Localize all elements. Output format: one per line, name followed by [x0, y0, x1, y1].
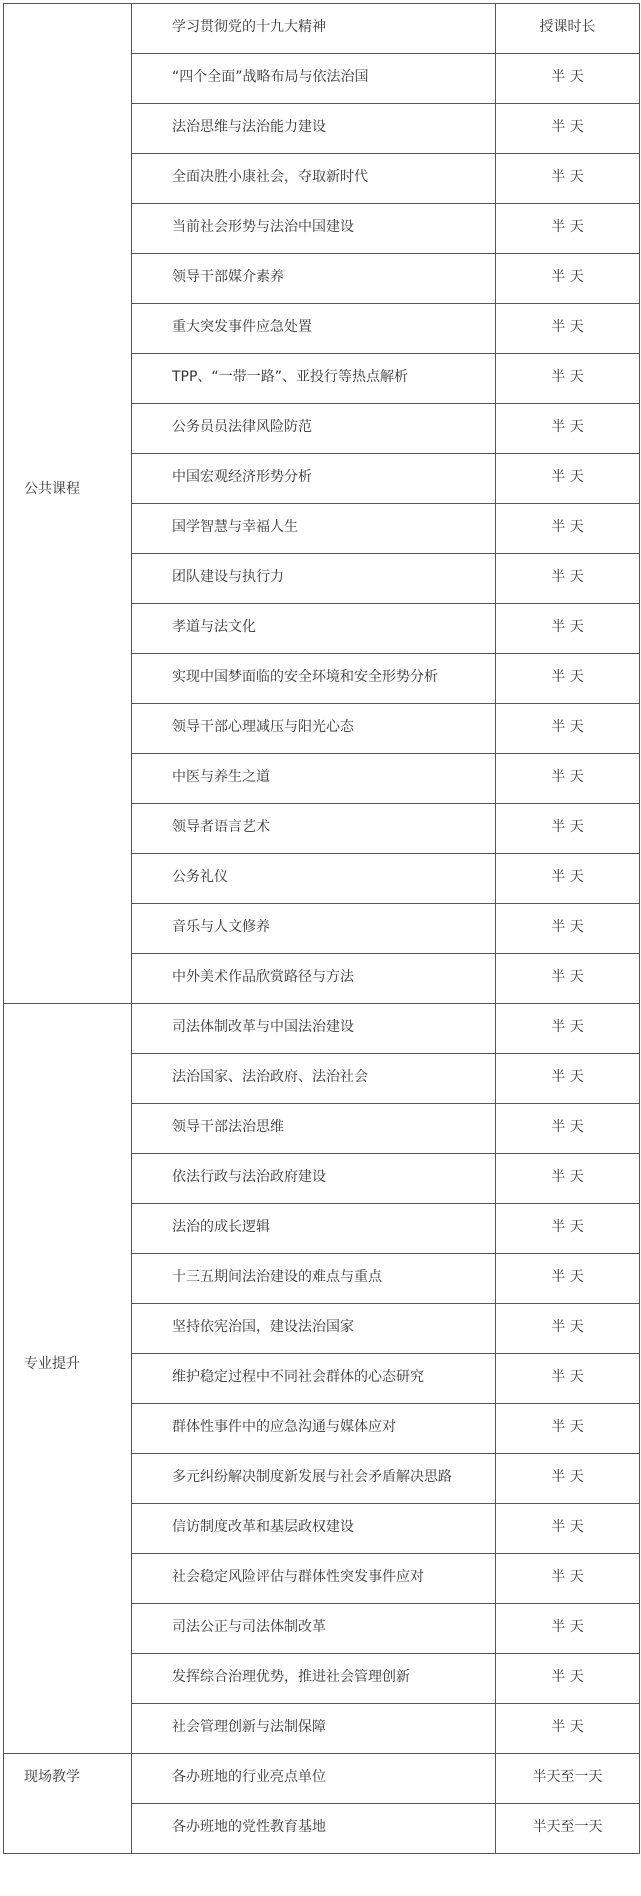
course-name-cell: 依法行政与法治政府建设 — [132, 1154, 496, 1204]
course-name-cell: 发挥综合治理优势，推进社会管理创新 — [132, 1654, 496, 1704]
duration-cell: 半 天 — [496, 1704, 640, 1754]
course-name-cell: 维护稳定过程中不同社会群体的心态研究 — [132, 1354, 496, 1404]
duration-cell: 半 天 — [496, 154, 640, 204]
duration-cell: 半 天 — [496, 554, 640, 604]
course-name-cell: 全面决胜小康社会，夺取新时代 — [132, 154, 496, 204]
course-name-cell: 中医与养生之道 — [132, 754, 496, 804]
category-cell: 专业提升 — [4, 1004, 132, 1754]
course-name-cell: 各办班地的党性教育基地 — [132, 1804, 496, 1854]
duration-cell: 半 天 — [496, 1254, 640, 1304]
course-name-cell: “四个全面”战略布局与依法治国 — [132, 54, 496, 104]
course-name-cell: 学习贯彻党的十九大精神 — [132, 4, 496, 54]
course-schedule-table — [3, 3, 640, 1854]
course-name-cell: 信访制度改革和基层政权建设 — [132, 1504, 496, 1554]
category-cell: 现场教学 — [4, 1754, 132, 1854]
duration-cell: 半天至一天 — [496, 1804, 640, 1854]
duration-cell: 半 天 — [496, 704, 640, 754]
course-name-cell: TPP、“一带一路”、亚投行等热点解析 — [132, 354, 496, 404]
course-name-cell: 司法公正与司法体制改革 — [132, 1604, 496, 1654]
duration-cell: 半 天 — [496, 1304, 640, 1354]
course-name-cell: 社会管理创新与法制保障 — [132, 1704, 496, 1754]
duration-cell: 半 天 — [496, 804, 640, 854]
course-name-cell: 领导干部法治思维 — [132, 1104, 496, 1154]
course-name-cell: 领导干部心理减压与阳光心态 — [132, 704, 496, 754]
duration-cell: 半 天 — [496, 354, 640, 404]
duration-cell: 半 天 — [496, 1654, 640, 1704]
duration-cell: 半 天 — [496, 904, 640, 954]
duration-cell: 半 天 — [496, 404, 640, 454]
duration-header-cell: 授课时长 — [496, 4, 640, 54]
duration-cell: 半 天 — [496, 1404, 640, 1454]
course-name-cell: 领导者语言艺术 — [132, 804, 496, 854]
duration-cell: 半 天 — [496, 254, 640, 304]
duration-cell: 半 天 — [496, 1604, 640, 1654]
course-name-cell: 公务员员法律风险防范 — [132, 404, 496, 454]
course-name-cell: 当前社会形势与法治中国建设 — [132, 204, 496, 254]
duration-cell: 半 天 — [496, 54, 640, 104]
course-name-cell: 重大突发事件应急处置 — [132, 304, 496, 354]
course-name-cell: 十三五期间法治建设的难点与重点 — [132, 1254, 496, 1304]
course-name-cell: 法治的成长逻辑 — [132, 1204, 496, 1254]
course-name-cell: 中外美术作品欣赏路径与方法 — [132, 954, 496, 1004]
course-name-cell: 群体性事件中的应急沟通与媒体应对 — [132, 1404, 496, 1454]
duration-cell: 半 天 — [496, 1454, 640, 1504]
duration-cell: 半 天 — [496, 1054, 640, 1104]
course-name-cell: 孝道与法文化 — [132, 604, 496, 654]
course-name-cell: 坚持依宪治国，建设法治国家 — [132, 1304, 496, 1354]
duration-cell: 半 天 — [496, 1554, 640, 1604]
duration-cell: 半 天 — [496, 854, 640, 904]
course-name-cell: 公务礼仪 — [132, 854, 496, 904]
course-name-cell: 领导干部媒介素养 — [132, 254, 496, 304]
course-name-cell: 实现中国梦面临的安全环境和安全形势分析 — [132, 654, 496, 704]
course-name-cell: 司法体制改革与中国法治建设 — [132, 1004, 496, 1054]
duration-cell: 半 天 — [496, 504, 640, 554]
duration-cell: 半 天 — [496, 604, 640, 654]
duration-cell: 半 天 — [496, 1154, 640, 1204]
course-name-cell: 社会稳定风险评估与群体性突发事件应对 — [132, 1554, 496, 1604]
duration-cell: 半 天 — [496, 104, 640, 154]
category-cell: 公共课程 — [4, 4, 132, 1004]
course-name-cell: 中国宏观经济形势分析 — [132, 454, 496, 504]
table-row — [4, 1754, 640, 1804]
course-name-cell: 法治国家、法治政府、法治社会 — [132, 1054, 496, 1104]
duration-cell: 半 天 — [496, 754, 640, 804]
duration-cell: 半 天 — [496, 954, 640, 1004]
duration-cell: 半 天 — [496, 1204, 640, 1254]
duration-cell: 半天至一天 — [496, 1754, 640, 1804]
duration-cell: 半 天 — [496, 1504, 640, 1554]
duration-cell: 半 天 — [496, 454, 640, 504]
duration-cell: 半 天 — [496, 204, 640, 254]
duration-cell: 半 天 — [496, 1354, 640, 1404]
table-row — [4, 4, 640, 54]
course-name-cell: 团队建设与执行力 — [132, 554, 496, 604]
course-name-cell: 法治思维与法治能力建设 — [132, 104, 496, 154]
duration-cell: 半 天 — [496, 304, 640, 354]
duration-cell: 半 天 — [496, 654, 640, 704]
course-name-cell: 国学智慧与幸福人生 — [132, 504, 496, 554]
duration-cell: 半 天 — [496, 1004, 640, 1054]
course-name-cell: 音乐与人文修养 — [132, 904, 496, 954]
course-name-cell: 多元纠纷解决制度新发展与社会矛盾解决思路 — [132, 1454, 496, 1504]
table-row — [4, 1004, 640, 1054]
duration-cell: 半 天 — [496, 1104, 640, 1154]
course-name-cell: 各办班地的行业亮点单位 — [132, 1754, 496, 1804]
